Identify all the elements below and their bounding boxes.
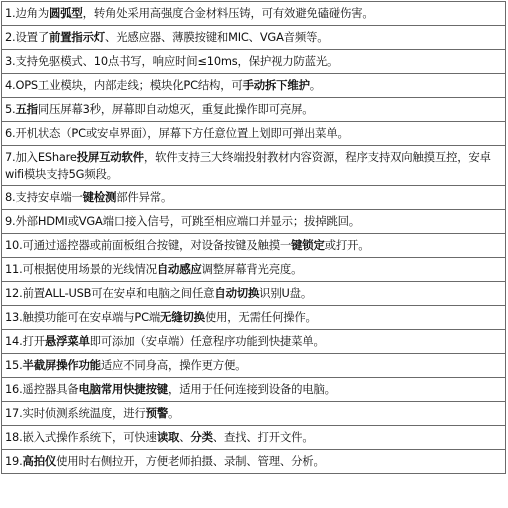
feature-cell (2, 378, 506, 402)
feature-cell (2, 450, 506, 474)
feature-cell (2, 98, 506, 122)
table-row (2, 426, 506, 450)
feature-text: 使用，无需任何操作。 (204, 310, 317, 324)
table-row (2, 330, 506, 354)
feature-text: 16.遥控器具备 (5, 382, 79, 396)
feature-cell (2, 354, 506, 378)
feature-text: 1.边角为 (5, 6, 50, 20)
feature-cell (2, 426, 506, 450)
table-row (2, 210, 506, 234)
feature-highlight-text: 自动切换 (214, 286, 260, 300)
feature-text: 。 (309, 78, 321, 92)
feature-highlight-text: 电脑常用快捷按键 (78, 382, 168, 396)
feature-highlight-text: 半截屏操作功能 (22, 358, 101, 372)
feature-text: 5. (5, 102, 16, 116)
feature-highlight-text: 高拍仪 (22, 454, 57, 468)
feature-rows (2, 2, 506, 474)
feature-cell (2, 26, 506, 50)
feature-text: 18.嵌入式操作系统下，可快速 (5, 430, 157, 444)
feature-highlight-text: 投屏互动软件 (76, 149, 144, 164)
feature-text: 、查找、打开文件。 (212, 430, 314, 444)
feature-cell (2, 210, 506, 234)
feature-text: ，软件支持三大终端投射教材内容资源，程序支持双向触摸互控，安卓wifi模块支持5G频段。 (5, 149, 491, 181)
table-row (2, 354, 506, 378)
feature-text: 2.设置了 (5, 30, 50, 44)
feature-text: 即可添加（安卓端）任意程序功能到快捷菜单。 (89, 334, 325, 348)
feature-cell (2, 402, 506, 426)
feature-cell (2, 2, 506, 26)
feature-cell (2, 234, 506, 258)
feature-text: 、 (179, 430, 191, 444)
feature-highlight-text: 分类 (190, 430, 213, 444)
feature-highlight-text: 自动感应 (156, 262, 202, 276)
feature-text: 17.实时侦测系统温度，进行 (5, 406, 146, 420)
feature-text: 使用时右侧拉开，方便老师拍摄、录制、管理、分析。 (56, 454, 325, 468)
feature-highlight-text: 前置指示灯 (49, 30, 106, 44)
table-row (2, 402, 506, 426)
feature-cell (2, 330, 506, 354)
feature-highlight-text: 手动拆下维护 (242, 78, 310, 92)
feature-cell (2, 122, 506, 146)
feature-cell (2, 50, 506, 74)
feature-cell (2, 74, 506, 98)
feature-highlight-text: 无缝切换 (160, 310, 205, 324)
feature-text: 或打开。 (324, 238, 370, 252)
feature-cell (2, 186, 506, 210)
feature-list-table (1, 1, 506, 474)
feature-text: 14.打开 (5, 334, 45, 348)
feature-text: 同压屏幕3秒，屏幕即自动熄灭，重复此操作即可亮屏。 (37, 102, 314, 116)
feature-text: 11.可根据使用场景的光线情况 (5, 262, 157, 276)
feature-cell (2, 306, 506, 330)
feature-text: 12.前置ALL-USB可在安卓和电脑之间任意 (5, 286, 215, 300)
feature-highlight-text: 读取 (156, 430, 180, 444)
feature-highlight-text: 键检测 (82, 190, 117, 204)
table-row (2, 2, 506, 26)
table-row (2, 146, 506, 186)
table-row (2, 122, 506, 146)
feature-text: ，适用于任何连接到设备的电脑。 (168, 382, 336, 396)
table-row (2, 74, 506, 98)
feature-text: 15. (5, 358, 23, 372)
table-row (2, 186, 506, 210)
table-row (2, 378, 506, 402)
feature-text: 13.触摸功能可在安卓端与PC端 (5, 310, 161, 324)
feature-text: 。 (168, 406, 180, 420)
feature-highlight-text: 圆弧型 (49, 6, 83, 20)
table-row (2, 50, 506, 74)
feature-text: 部件异常。 (116, 190, 173, 204)
table-row (2, 282, 506, 306)
feature-cell (2, 282, 506, 306)
table-row (2, 98, 506, 122)
table-row (2, 258, 506, 282)
feature-text: 10.可通过遥控器或前面板组合按键，对设备按键及触摸一 (5, 238, 292, 252)
table-row (2, 450, 506, 474)
feature-highlight-text: 键锁定 (291, 238, 325, 252)
feature-text: 调整屏幕背光亮度。 (201, 262, 303, 276)
feature-highlight-text: 预警 (145, 406, 169, 420)
feature-text: 适应不同身高，操作更方便。 (100, 358, 247, 372)
table-row (2, 306, 506, 330)
feature-text: ，转角处采用高强度合金材料压铸，可有效避免磕碰伤害。 (82, 6, 374, 20)
feature-highlight-text: 悬浮菜单 (44, 334, 90, 348)
feature-text: 6.开机状态（PC或安卓界面），屏幕下方任意位置上划即可弹出菜单。 (5, 126, 349, 140)
feature-text: 3.支持免驱模式、10点书写，响应时间≤10ms，保护视力防蓝光。 (5, 54, 339, 68)
feature-text: 识别U盘。 (259, 286, 313, 300)
feature-text: 7.加入EShare (5, 149, 77, 164)
feature-text: 19. (5, 454, 23, 468)
feature-text: 4.OPS工业模块，内部走线；模块化PC结构，可 (5, 78, 243, 92)
feature-text: 、光感应器、薄膜按键和MIC、VGA音频等。 (105, 30, 329, 44)
feature-highlight-text: 五指 (15, 102, 38, 116)
table-row (2, 234, 506, 258)
feature-cell (2, 146, 506, 186)
table-row (2, 26, 506, 50)
feature-text: 9.外部HDMI或VGA端口接入信号，可跳至相应端口并显示；拔掉跳回。 (5, 214, 360, 228)
feature-cell (2, 258, 506, 282)
feature-text: 8.支持安卓端一 (5, 190, 83, 204)
